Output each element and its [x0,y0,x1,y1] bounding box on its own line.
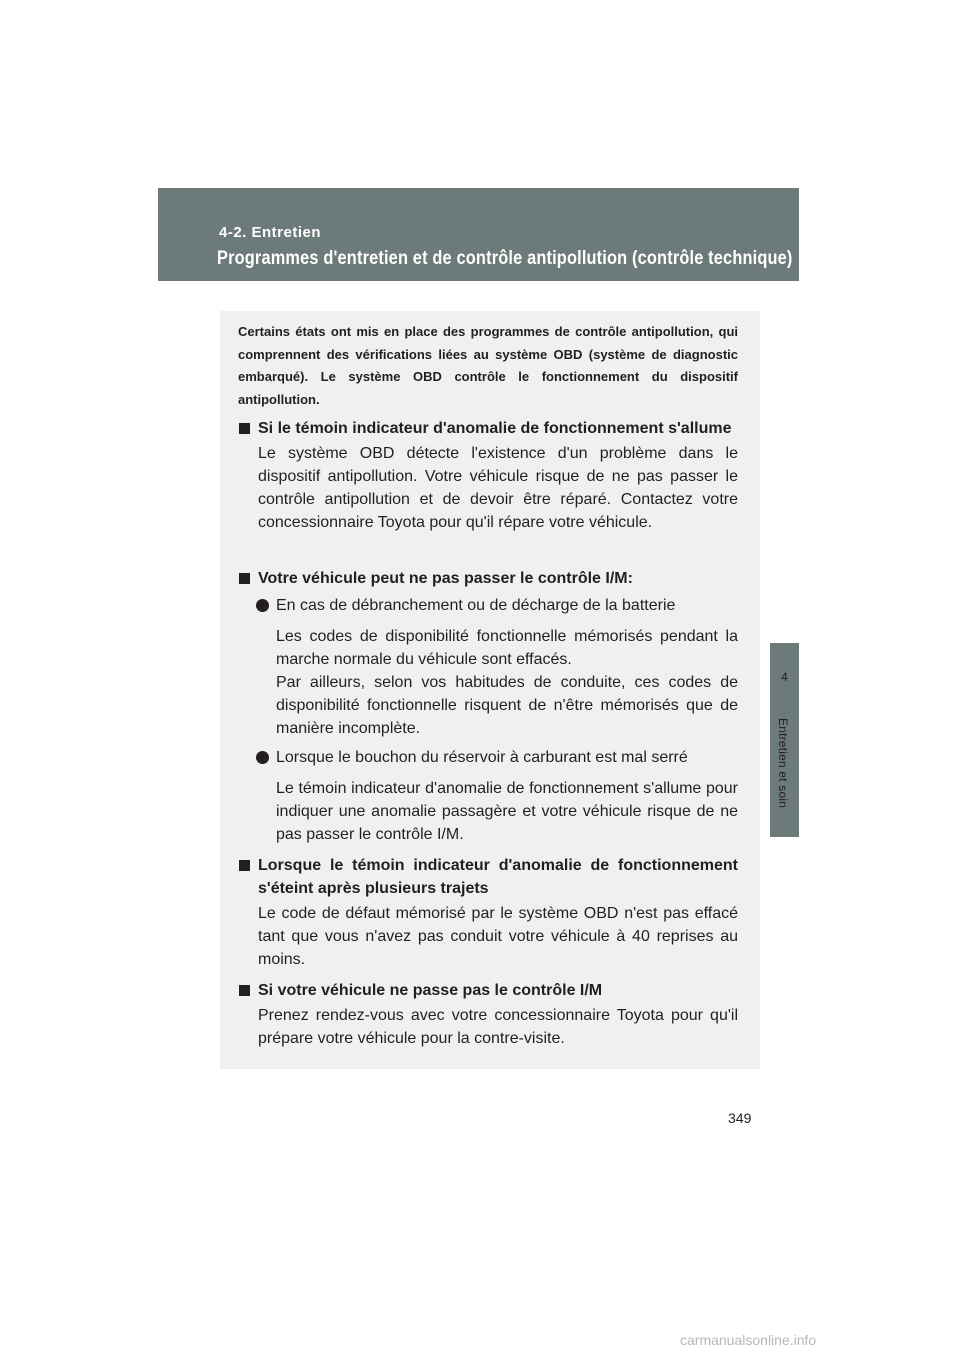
square-bullet-icon [239,860,250,871]
chapter-number: 4 [781,670,788,684]
section-label: 4-2. Entretien [219,224,322,241]
intro-text: Certains états ont mis en place des programmes de contrôle antipollution, qui comprennent des vérifications liées au système OBD (système de diagnostic embarqué). Le système OBD contrôle le fonctionnement du dispositif antipollution. [238,324,738,407]
section-body: Le code de défaut mémorisé par le système OBD n'est pas effacé tant que vous n'avez pas conduit votre véhicule à 40 reprises au moins. [258,905,738,968]
square-bullet-icon [239,573,250,584]
chapter-tab-label: Entretien et soin [776,718,790,809]
bullet-body: Les codes de disponibilité fonctionnelle mémorisés pendant la marche normale du véhicule sont effacés. [276,628,738,668]
section-warning-light [238,417,738,534]
chapter-header [158,188,799,281]
square-bullet-icon [239,985,250,996]
section-heading: Si votre véhicule ne passe pas le contrôle I/M [238,979,738,1002]
watermark[interactable]: carmanualsonline.info [680,1332,817,1348]
section-failed [238,979,738,1050]
round-bullet-icon [256,599,269,612]
page-title: Programmes d'entretien et de contrôle antipollution (contrôle technique) [217,248,793,269]
section-light-off [238,854,738,971]
bullet-item: Lorsque le bouchon du réservoir à carburant est mal serré [238,746,738,769]
round-bullet-icon [256,751,269,764]
section-heading: Lorsque le témoin indicateur d'anomalie de fonctionnement s'éteint après plusieurs trajets [238,854,738,900]
page-number: 349 [728,1110,752,1126]
section-may-fail [238,567,738,846]
bullet-item: En cas de débranchement ou de décharge de la batterie [238,594,738,617]
section-heading: Si le témoin indicateur d'anomalie de fonctionnement s'allume [238,417,738,440]
section-body: Prenez rendez-vous avec votre concessionnaire Toyota pour qu'il prépare votre véhicule pour la contre-visite. [258,1007,738,1047]
section-body: Le système OBD détecte l'existence d'un problème dans le dispositif antipollution. Votre véhicule risque de ne pas passer le contrôle antipollution et de devoir être réparé. Contactez votre concessionnaire Toyota pour qu'il répare votre véhicule. [258,445,738,531]
square-bullet-icon [239,423,250,434]
info-box [220,311,760,1069]
bullet-body: Par ailleurs, selon vos habitudes de conduite, ces codes de disponibilité fonctionnelle risquent de n'être mémorisés que de manière incomplète. [276,674,738,737]
bullet-body: Le témoin indicateur d'anomalie de fonctionnement s'allume pour indiquer une anomalie passagère et votre véhicule risque de ne pas passer le contrôle I/M. [276,780,738,843]
section-heading: Votre véhicule peut ne pas passer le contrôle I/M: [238,567,738,590]
